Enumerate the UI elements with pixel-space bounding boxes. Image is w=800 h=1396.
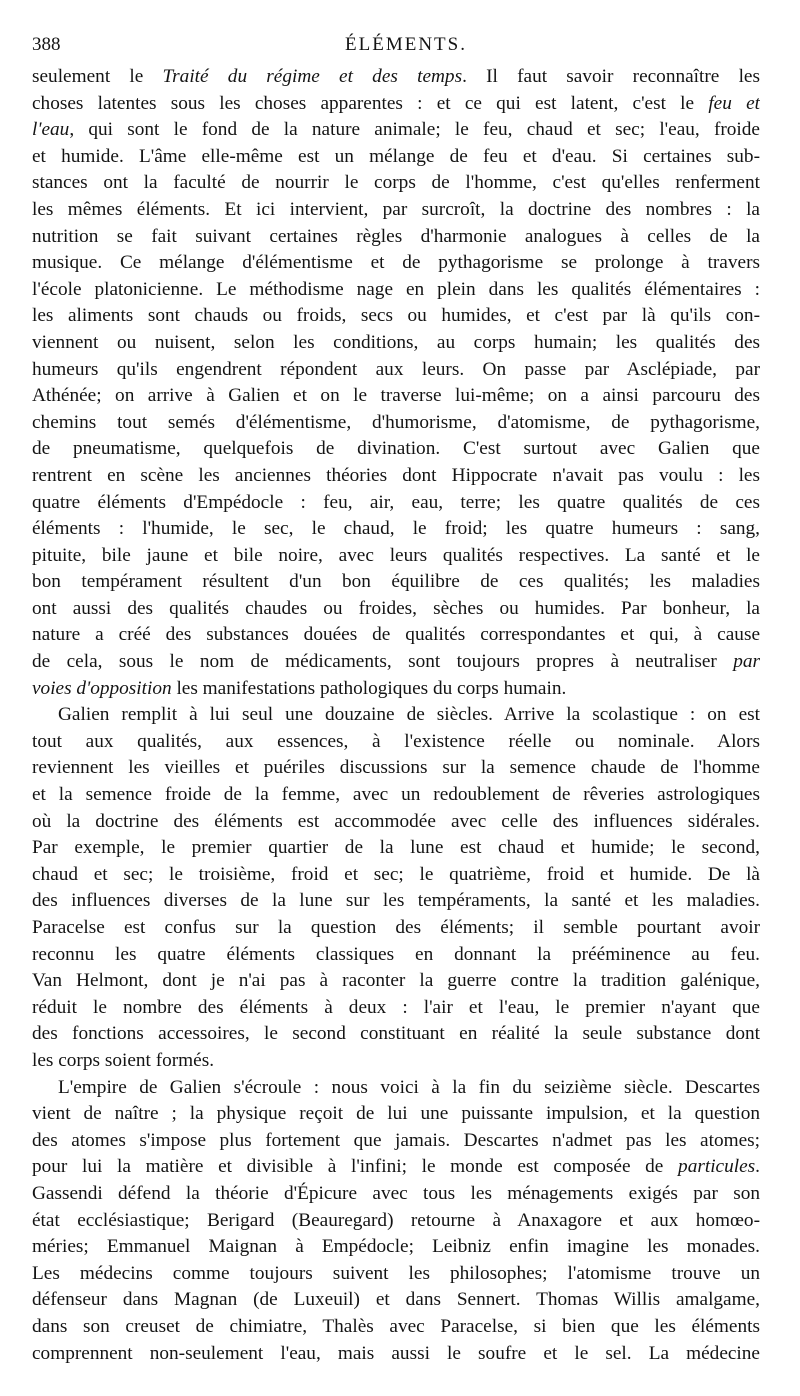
text-line: Gassendi défend la théorie d'Épicure avec tous les ménagements exigés par son: [32, 1182, 760, 1204]
text-line: rentrent en scène les anciennes théories dont Hippocrate n'avait pas voulu : les: [32, 464, 760, 486]
body-text: [32, 64, 760, 1367]
text-line: pour lui la matière et divisible à l'infini; le monde est composée de particules.: [32, 1156, 760, 1178]
text-line: méries; Emmanuel Maignan à Empédocle; Leibniz enfin imagine les monades.: [32, 1236, 760, 1258]
text-line: Les médecins comme toujours suivent les philosophes; l'atomisme trouve un: [32, 1262, 760, 1284]
text-line: défenseur dans Magnan (de Luxeuil) et dans Sennert. Thomas Willis amalgame,: [32, 1289, 760, 1311]
text-line: seulement le Traité du régime et des temps. Il faut savoir reconnaître les: [32, 66, 760, 87]
text-line: éléments : l'humide, le sec, le chaud, le froid; les quatre humeurs : sang,: [32, 518, 760, 540]
text-line: où la doctrine des éléments est accommodée avec celle des influences sidérales.: [32, 810, 760, 832]
text-line: de cela, sous le nom de médicaments, sont toujours propres à neutraliser par: [32, 651, 760, 673]
text-line: nature a créé des substances douées de qualités correspondantes et qui, à cause: [32, 624, 760, 646]
text-line: dans son creuset de chimiatre, Thalès avec Paracelse, si bien que les éléments: [32, 1315, 760, 1337]
text-line: réduit le nombre des éléments à deux : l'air et l'eau, le premier n'ayant que: [32, 996, 760, 1018]
text-line: comprennent non-seulement l'eau, mais aussi le soufre et le sel. La médecine: [32, 1342, 760, 1364]
text-line: chaud et sec; le troisième, froid et sec; le quatrième, froid et humide. De là: [32, 863, 760, 885]
italic-text: particules: [678, 1156, 756, 1178]
text-line: état ecclésiastique; Berigard (Beauregard) retourne à Anaxagore et aux homœo-: [32, 1209, 760, 1231]
text-line: ont aussi des qualités chaudes ou froides, sèches ou humides. Par bonheur, la: [32, 597, 760, 619]
text-line: musique. Ce mélange d'élémentisme et de pythagorisme se prolonge à travers: [32, 252, 760, 274]
text-line: Athénée; on arrive à Galien et on le traverse lui-même; on a ainsi parcouru des: [32, 385, 760, 407]
page-number: 388: [32, 34, 61, 55]
text-line: les corps soient formés.: [32, 1049, 215, 1071]
running-title: ÉLÉMENTS.: [345, 34, 467, 55]
text-line: chemins tout semés d'élémentisme, d'humorisme, d'atomisme, de pythagorisme,: [32, 411, 760, 433]
italic-text: voies d'opposition: [32, 677, 172, 699]
text-line: les aliments sont chauds ou froids, secs ou humides, et c'est par là qu'ils con-: [32, 305, 760, 327]
italic-text: Traité du régime et des temps: [162, 66, 463, 87]
text-line: quatre éléments d'Empédocle : feu, air, eau, terre; les quatre qualités de ces: [32, 491, 760, 513]
text-line: et la semence froide de la femme, avec un redoublement de rêveries astrologiques: [32, 784, 760, 806]
text-line: pituite, bile jaune et bile noire, avec leurs qualités respectives. La santé et le: [32, 544, 760, 566]
text-line: Galien remplit à lui seul une douzaine de siècles. Arrive la scolastique : on est: [58, 704, 760, 726]
text-line: des atomes s'impose plus fortement que jamais. Descartes n'admet pas les atomes;: [32, 1129, 760, 1151]
text-line: humeurs qu'ils engendrent répondent aux leurs. On passe par Asclépiade, par: [32, 358, 760, 380]
italic-text: par: [733, 651, 760, 673]
text-line: bon tempérament résultent d'un bon équilibre de ces qualités; les maladies: [32, 571, 760, 593]
text-line: et humide. L'âme elle-même est un mélange de feu et d'eau. Si certaines sub-: [32, 145, 760, 167]
text-line: nutrition se fait suivant certaines règles d'harmonie analogues à celles de la: [32, 225, 760, 247]
text-line: stances ont la faculté de nourrir le corps de l'homme, c'est qu'elles renferment: [32, 172, 760, 194]
text-line: Van Helmont, dont je n'ai pas à raconter la guerre contre la tradition galénique,: [32, 970, 760, 992]
italic-text: l'eau: [32, 119, 70, 141]
text-line: vient de naître ; la physique reçoit de lui une puissante impulsion, et la question: [32, 1103, 760, 1125]
text-line: viennent ou nuisent, selon les conditions, au corps humain; les qualités des: [32, 331, 760, 353]
text-line: Paracelse est confus sur la question des éléments; il semble pourtant avoir: [32, 917, 760, 938]
text-line: l'eau, qui sont le fond de la nature animale; le feu, chaud et sec; l'eau, froide: [32, 119, 760, 141]
text-line: reviennent les vieilles et puériles discussions sur la semence chaude de l'homme: [32, 757, 760, 779]
text-line: des influences diverses de la lune sur les tempéraments, la santé et les maladies.: [32, 890, 760, 912]
text-line: choses latentes sous les choses apparentes : et ce qui est latent, c'est le feu et: [32, 92, 760, 114]
text-line: les mêmes éléments. Et ici intervient, par surcroît, la doctrine des nombres : la: [32, 198, 760, 220]
text-line: Par exemple, le premier quartier de la lune est chaud et humide; le second,: [32, 837, 760, 859]
text-line: l'école platonicienne. Le méthodisme nage en plein dans les qualités élémentaires :: [32, 278, 760, 300]
running-head: [32, 33, 760, 57]
text-line: voies d'opposition les manifestations pathologiques du corps humain.: [32, 677, 567, 699]
text-line: tout aux qualités, aux essences, à l'existence réelle ou nominale. Alors: [32, 730, 760, 752]
text-line: des fonctions accessoires, le second constituant en réalité la seule substance dont: [32, 1023, 760, 1045]
italic-text: feu et: [708, 92, 760, 114]
text-line: de pneumatisme, quelquefois de divination. C'est surtout avec Galien que: [32, 438, 760, 460]
text-line: L'empire de Galien s'écroule : nous voici à la fin du seizième siècle. Descartes: [58, 1076, 760, 1098]
text-line: reconnu les quatre éléments classiques en donnant la prééminence au feu.: [32, 943, 760, 965]
